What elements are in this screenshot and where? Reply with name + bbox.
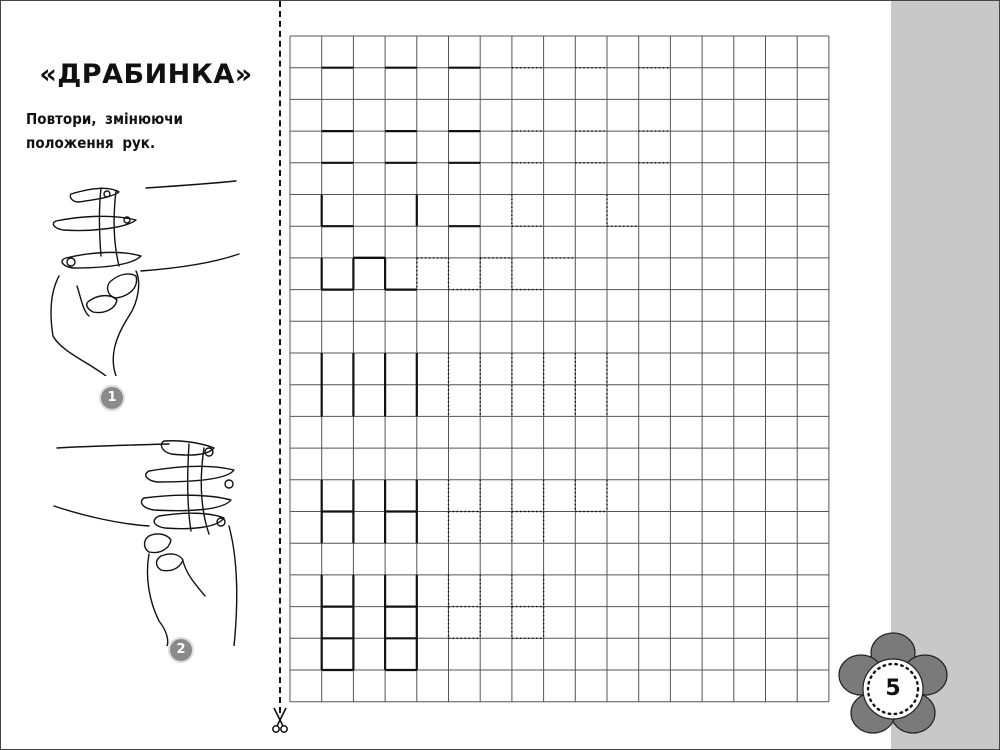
solid-pattern-lines — [322, 68, 481, 670]
page-title: «ДРАБИНКА» — [39, 59, 253, 90]
grid-lines — [290, 36, 829, 702]
page-number: 5 — [885, 676, 901, 701]
step-badge-2: 2 — [168, 637, 194, 663]
step-badge-1: 1 — [99, 385, 125, 411]
instruction-text: Повтори, змінюючи положення рук. — [26, 110, 183, 152]
